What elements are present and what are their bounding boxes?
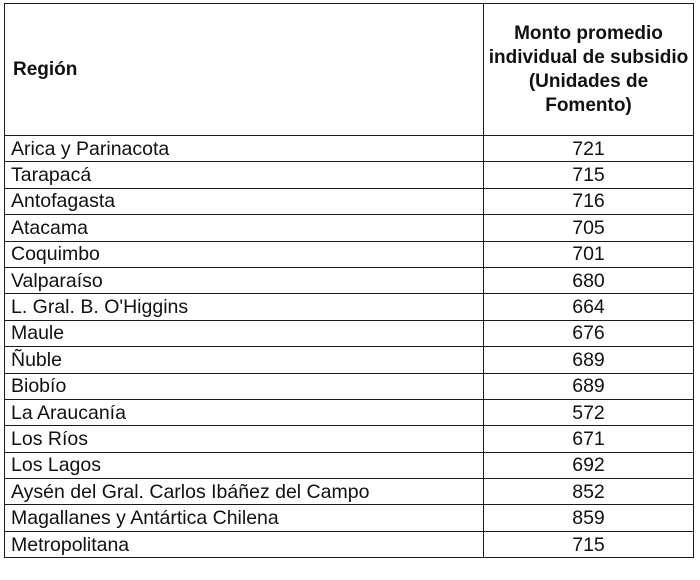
table-row bbox=[5, 531, 694, 557]
table-row bbox=[5, 479, 694, 505]
region-cell: Antofagasta bbox=[5, 188, 484, 214]
amount-cell: 715 bbox=[484, 531, 694, 557]
subsidy-table bbox=[4, 3, 694, 558]
amount-cell: 721 bbox=[484, 136, 694, 162]
table-body bbox=[5, 136, 694, 558]
table-row bbox=[5, 373, 694, 399]
table-row bbox=[5, 267, 694, 293]
table-row bbox=[5, 505, 694, 531]
amount-cell: 852 bbox=[484, 479, 694, 505]
amount-cell: 680 bbox=[484, 267, 694, 293]
amount-cell: 716 bbox=[484, 188, 694, 214]
region-cell: Magallanes y Antártica Chilena bbox=[5, 505, 484, 531]
region-cell: Los Lagos bbox=[5, 452, 484, 478]
amount-cell: 572 bbox=[484, 399, 694, 425]
region-cell: Valparaíso bbox=[5, 267, 484, 293]
amount-cell: 671 bbox=[484, 426, 694, 452]
region-cell: Maule bbox=[5, 320, 484, 346]
amount-cell: 664 bbox=[484, 294, 694, 320]
region-cell: Aysén del Gral. Carlos Ibáñez del Campo bbox=[5, 479, 484, 505]
table-row bbox=[5, 320, 694, 346]
table-row bbox=[5, 162, 694, 188]
table-row bbox=[5, 215, 694, 241]
region-cell: Coquimbo bbox=[5, 241, 484, 267]
region-cell: L. Gral. B. O'Higgins bbox=[5, 294, 484, 320]
column-header-region: Región bbox=[5, 4, 484, 136]
table-row bbox=[5, 426, 694, 452]
amount-cell: 715 bbox=[484, 162, 694, 188]
region-cell: La Araucanía bbox=[5, 399, 484, 425]
amount-cell: 692 bbox=[484, 452, 694, 478]
region-cell: Atacama bbox=[5, 215, 484, 241]
table-row bbox=[5, 347, 694, 373]
amount-cell: 689 bbox=[484, 373, 694, 399]
region-cell: Biobío bbox=[5, 373, 484, 399]
region-cell: Tarapacá bbox=[5, 162, 484, 188]
amount-cell: 705 bbox=[484, 215, 694, 241]
amount-cell: 701 bbox=[484, 241, 694, 267]
column-header-amount: Monto promedio individual de subsidio (Unidades de Fomento) bbox=[484, 4, 694, 136]
region-cell: Los Ríos bbox=[5, 426, 484, 452]
region-cell: Ñuble bbox=[5, 347, 484, 373]
header-row bbox=[5, 4, 694, 136]
table-row bbox=[5, 188, 694, 214]
amount-cell: 676 bbox=[484, 320, 694, 346]
table-row bbox=[5, 399, 694, 425]
amount-cell: 689 bbox=[484, 347, 694, 373]
amount-cell: 859 bbox=[484, 505, 694, 531]
region-cell: Metropolitana bbox=[5, 531, 484, 557]
table-row bbox=[5, 136, 694, 162]
table-row bbox=[5, 241, 694, 267]
table-row bbox=[5, 294, 694, 320]
region-cell: Arica y Parinacota bbox=[5, 136, 484, 162]
table-row bbox=[5, 452, 694, 478]
